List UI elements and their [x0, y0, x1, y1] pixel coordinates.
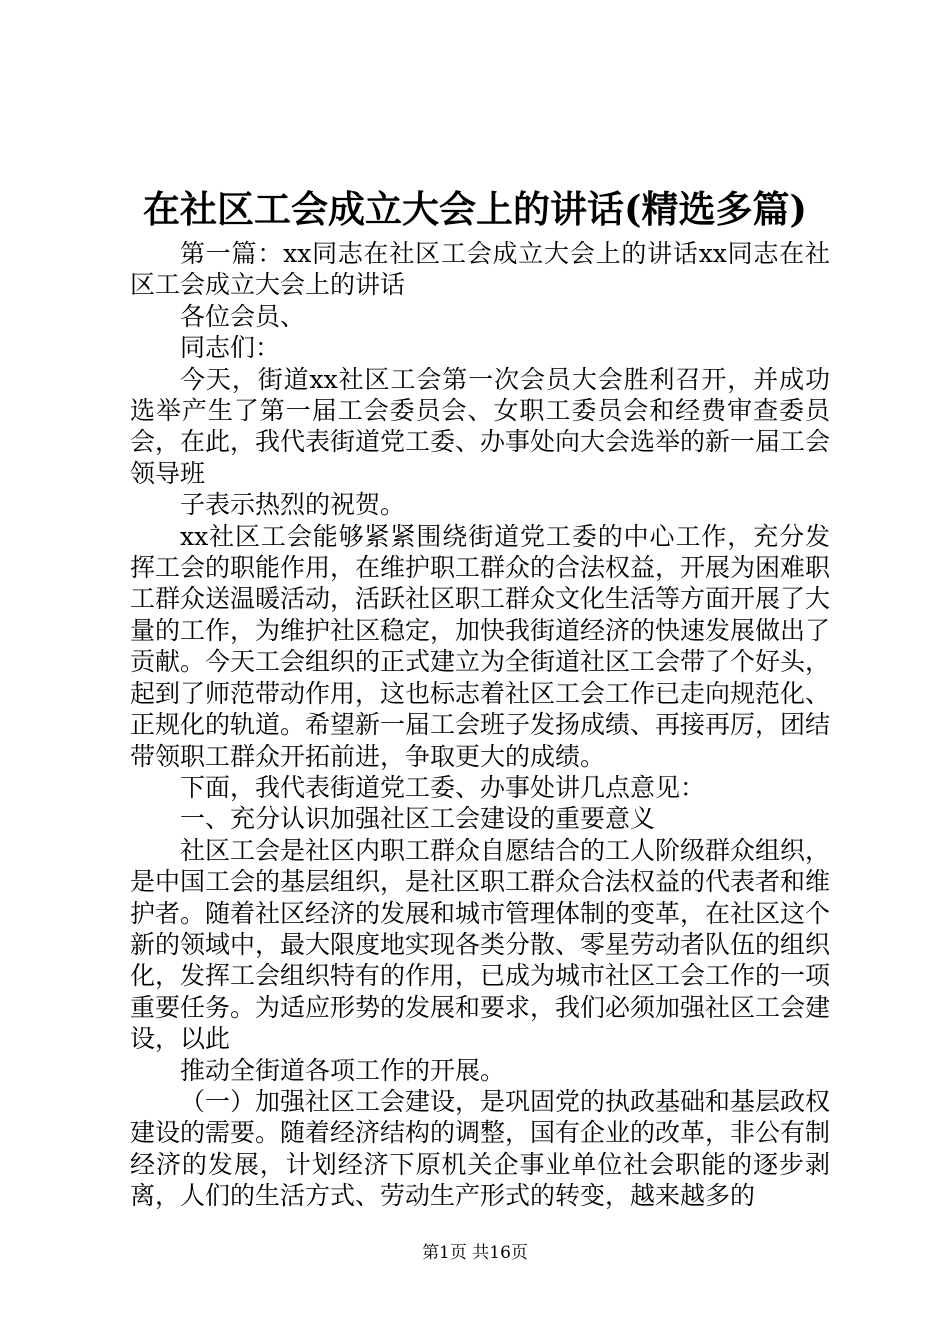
page-number-footer: 第1页 共16页: [422, 1243, 528, 1263]
document-body: [130, 238, 830, 1212]
paragraph: 子表示热烈的祝贺。: [180, 490, 406, 520]
paragraph: 社区工会是社区内职工群众自愿结合的工人阶级群众组织，是中国工会的基层组织，是社区职工群众合法权益的代表者和维护者。随着社区经济的发展和城市管理体制的变革，在社区这个新的领域中，最大限度地实现各类分散、零星劳动者队伍的组织化，发挥工会组织特有的作用，已成为城市社区工会工作的一项重要任务。为适应形势的发展和要求，我们必须加强社区工会建设，以此: [130, 835, 831, 1054]
paragraph: 各位会员、: [180, 301, 306, 331]
paragraph: （一）加强社区工会建设，是巩固党的执政基础和基层政权建设的需要。随着经济结构的调整，国有企业的改革，非公有制经济的发展，计划经济下原机关企事业单位社会职能的逐步剥离，人们的生活方式、劳动生产形式的转变，越来越多的: [130, 1086, 831, 1211]
paragraph: 同志们：: [180, 333, 281, 363]
document-title: 在社区工会成立大会上的讲话(精选多篇): [142, 187, 807, 231]
paragraph: 一、充分认识加强社区工会建设的重要意义: [180, 804, 656, 834]
paragraph: 下面，我代表街道党工委、办事处讲几点意见：: [180, 772, 706, 802]
paragraph: xx社区工会能够紧紧围绕街道党工委的中心工作，充分发挥工会的职能作用，在维护职工群众的合法权益，开展为困难职工群众送温暖活动，活跃社区职工群众文化生活等方面开展了大量的工作，为维护社区稳定，加快我街道经济的快速发展做出了贡献。今天工会组织的正式建立为全街道社区工会带了个好头，起到了师范带动作用，这也标志着社区工会工作已走向规范化、正规化的轨道。希望新一届工会班子发扬成绩、再接再厉，团结带领职工群众开拓前进，争取更大的成绩。: [130, 521, 831, 771]
paragraph: 推动全街道各项工作的开展。: [180, 1055, 506, 1085]
paragraph: 今天，街道xx社区工会第一次会员大会胜利召开，并成功选举产生了第一届工会委员会、女职工委员会和经费审查委员会，在此，我代表街道党工委、办事处向大会选举的新一届工会领导班: [130, 364, 831, 488]
paragraph: 第一篇：xx同志在社区工会成立大会上的讲话xx同志在社区工会成立大会上的讲话: [130, 239, 830, 300]
